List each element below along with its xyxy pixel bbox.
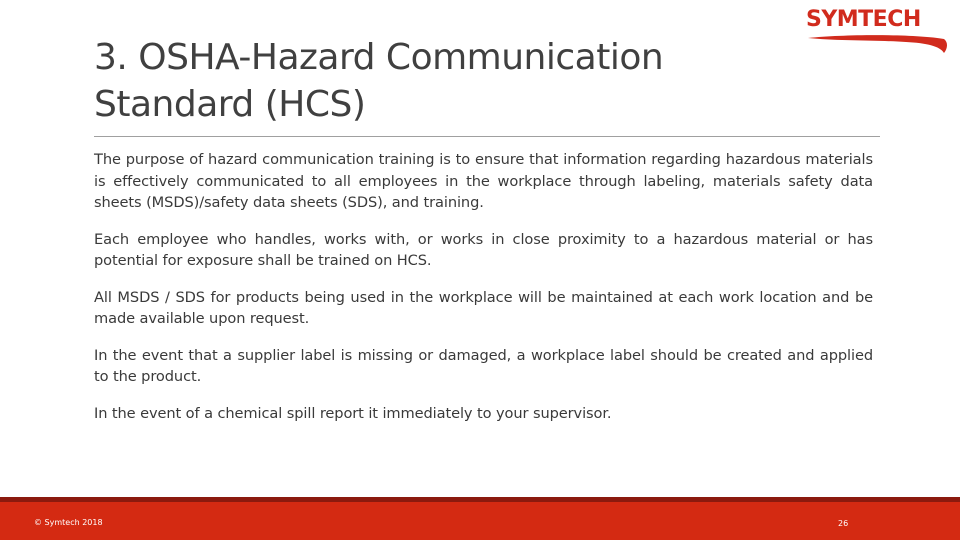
footer-copyright: © Symtech 2018 (34, 518, 103, 527)
paragraph-training-requirement: Each employee who handles, works with, or works in close proximity to a hazardous material or has potential for exposure shall be trained on HCS. (94, 230, 873, 269)
footer-page-number: 26 (838, 519, 849, 528)
logo-swoosh-icon (806, 32, 950, 56)
paragraph-workplace-label: In the event that a supplier label is missing or damaged, a workplace label should be created and applied to the product. (94, 346, 873, 385)
paragraph-purpose: The purpose of hazard communication training is to ensure that information regarding hazardous materials is effectively communicated to all employees in the workplace through labeling, materials safety data sheets (MSDS)/safety data sheets (SDS), and training. (94, 151, 873, 211)
symtech-logo (806, 6, 950, 56)
slide-title (94, 34, 754, 128)
slide-title-line-2: Standard (HCS) (94, 84, 366, 125)
paragraph-chemical-spill: In the event of a chemical spill report it immediately to your supervisor. (94, 404, 612, 422)
logo-wordmark: SYMTECH (806, 7, 921, 32)
slide-body (94, 149, 873, 439)
paragraph-msds-availability: All MSDS / SDS for products being used in the workplace will be maintained at each work location and be made available upon request. (94, 288, 873, 327)
slide-title-line-1: 3. OSHA-Hazard Communication (94, 37, 664, 78)
title-divider (94, 136, 880, 137)
footer-bar (0, 502, 960, 540)
